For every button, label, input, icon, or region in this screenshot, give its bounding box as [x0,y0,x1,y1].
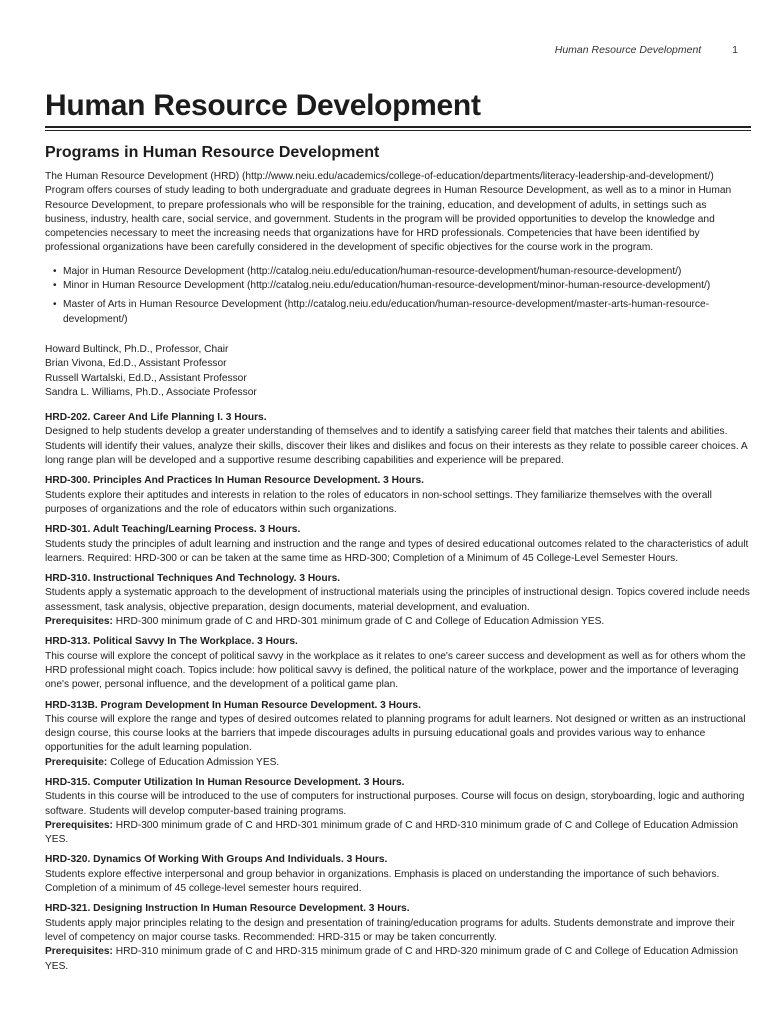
program-link-major[interactable]: • Major in Human Resource Development (http://catalog.neiu.edu/education/human-resource-development/human-resource-development/) [53,265,751,279]
program-link-master[interactable]: • Master of Arts in Human Resource Development (http://catalog.neiu.edu/education/human-resource-development/master-arts-human-resource-development/) [53,298,751,327]
course-title: HRD-320. Dynamics Of Working With Groups And Individuals. 3 Hours. [45,854,388,866]
intro-paragraph: The Human Resource Development (HRD) (http://www.neiu.edu/academics/college-of-education/departments/literacy-leadership-and-development/) Program offers courses of study leading to both undergraduate and graduate degrees in Human Resource Development, as well as to a minor in Human Resource Development, to prepare professionals who will be responsible for the training, education, and development of adults, in settings such as business, industry, health care, social service, and government. Students in the program will be provided opportunities to develop the knowledge and competencies necessary to meet the increasing needs that organizations have for HRD professionals. Competencies that have been identified by professional organizations have been carefully considered in the development of specific objectives for the course work in the program. [45,171,732,254]
page-content [45,86,751,980]
prereq-text: HRD-300 minimum grade of C and HRD-301 minimum grade of C and College of Education Admission YES. [112,616,605,628]
course-title: HRD-313. Political Savvy In The Workplace. 3 Hours. [45,636,298,648]
course-description: This course will explore the range and types of desired outcomes related to planning programs for adult learners. Not designed or written as an instructional design course, this course looks at the barriers that impede discourages adults in pursuing educational goals and provides various way to enhance opportunities for the adult learning population. [45,713,746,754]
course-hrd-301 [45,523,751,566]
course-description: Students in this course will be introduced to the use of computers for instructional purposes. Course will focus on design, storyboarding, logic and authoring software. Students will develop computer-based training programs. [45,791,745,817]
faculty-member: Russell Wartalski, Ed.D., Assistant Professor [45,372,247,384]
prereq-label: Prerequisites: [45,616,113,628]
running-head-title: Human Resource Development [554,44,702,56]
running-head [238,44,738,56]
course-hrd-300 [45,474,751,517]
course-hrd-313 [45,635,751,692]
course-title: HRD-300. Principles And Practices In Human Resource Development. 3 Hours. [45,475,424,487]
course-description: This course will explore the concept of political savvy in the workplace as it relates to one's career success and development as well as for others whom the HRD professional might coach. Topics include: how political savvy is defined, the political nature of the workplace, power and the importance of leveraging one's power, personal influence, and the development of a political game plan. [45,650,746,691]
course-prerequisites [45,819,751,848]
page-number: 1 [732,44,738,56]
prereq-text: HRD-310 minimum grade of C and HRD-315 minimum grade of C and HRD-320 minimum grade of C and College of Education Admission YES. [45,946,739,972]
course-prerequisites [45,615,751,629]
course-title: HRD-301. Adult Teaching/Learning Process. 3 Hours. [45,524,301,536]
course-hrd-202 [45,411,751,468]
prereq-label: Prerequisites: [45,819,113,831]
course-hrd-313b [45,699,751,770]
title-rule-thick [45,126,751,128]
course-hrd-321 [45,902,751,973]
section-title: Programs in Human Resource Development [45,144,380,161]
prereq-label: Prerequisites: [45,946,113,958]
course-description: Students study the principles of adult learning and instruction and the range and types of desired educational outcomes related to the characteristics of adult learners. Required: HRD-300 or can be taken at the same time as HRD-300; Completion of a Minimum of 45 College-Level Semester Hours. [45,538,749,564]
course-description: Students explore effective interpersonal and group behavior in organizations. Emphasis is placed on understanding the importance of such behaviors. Completion of a minimum of 45 college-level semester hours required. [45,868,720,895]
course-title: HRD-315. Computer Utilization In Human Resource Development. 3 Hours. [45,776,405,788]
course-title: HRD-202. Career And Life Planning I. 3 Hours. [45,412,267,424]
faculty-member: Brian Vivona, Ed.D., Assistant Professor [45,358,227,370]
course-description: Students explore their aptitudes and interests in relation to the roles of educators in non-school settings. They familiarize themselves with the overall purposes of organizations and the role of educators within such organizations. [45,489,712,515]
course-hrd-320 [45,853,751,896]
prereq-text: College of Education Admission YES. [107,756,280,768]
course-title: HRD-313B. Program Development In Human Resource Development. 3 Hours. [45,699,421,711]
program-link-minor[interactable]: • Minor in Human Resource Development (http://catalog.neiu.edu/education/human-resource-development/minor-human-resource-development/) [53,279,751,293]
title-rule-thin [45,130,751,131]
course-prerequisites [45,756,751,770]
course-hrd-310 [45,572,751,629]
prereq-text: HRD-300 minimum grade of C and HRD-301 minimum grade of C and HRD-310 minimum grade of C and College of Education Admission YES. [45,819,739,846]
course-prerequisites [45,945,751,974]
course-title: HRD-310. Instructional Techniques And Technology. 3 Hours. [45,573,341,585]
course-hrd-315 [45,776,751,847]
course-title: HRD-321. Designing Instruction In Human Resource Development. 3 Hours. [45,903,410,915]
faculty-member: Howard Bultinck, Ph.D., Professor, Chair [45,343,229,355]
faculty-list [45,343,751,400]
course-description: Students apply major principles relating to the design and presentation of training/education programs for adults. Students demonstrate and improve their level of competency on major course tasks. Recommended: HRD-315 or may be taken concurrently. [45,917,735,943]
program-list [45,265,751,327]
prereq-label: Prerequisite: [45,756,108,768]
course-description: Students apply a systematic approach to the development of instructional materials using the principles of instructional design. Topics covered include needs assessment, task analysis, objective preparation, design documents, material development, and evaluation. [45,587,750,613]
course-description: Designed to help students develop a greater understanding of themselves and to identify a satisfying career field that matches their talents and abilities. Students will identify their values, analyze their skills, discover their likes and dislikes and focus on their interests as they relate to possible career choices. A long range plan will be developed and a supportive resume describing capabilities and experience will be prepared. [45,426,748,467]
page-title: Human Resource Development [45,89,481,122]
faculty-member: Sandra L. Williams, Ph.D., Associate Professor [45,386,257,398]
course-list [45,411,751,974]
